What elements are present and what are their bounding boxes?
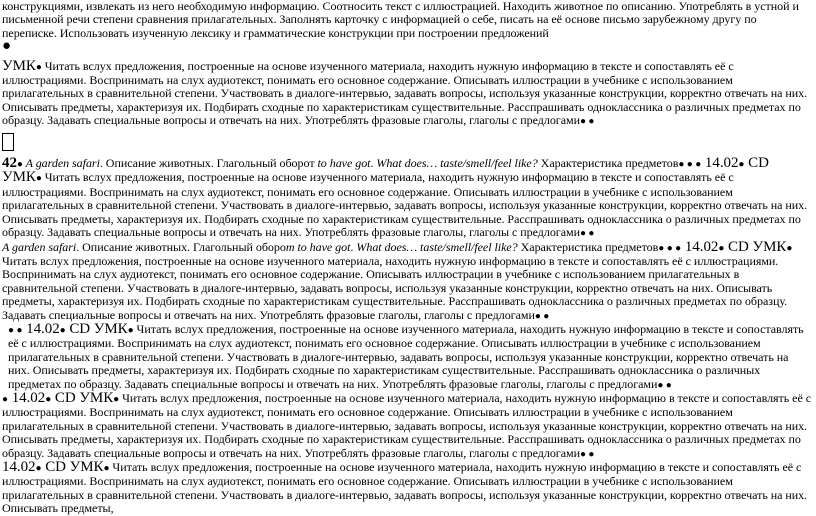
umk-paragraph (2, 57, 812, 129)
intro-paragraph (2, 0, 812, 54)
bullet-icon: ● (103, 463, 110, 474)
bullet-icon: ● (127, 324, 134, 336)
intro-text: конструкциями, извлекать из него необходимую информацию. Соотносить текст с иллюстрацией. Находить животное по описанию. Употреблять в устной и письменной речи степени сравнения прилагательных. Заполнять карточку с информацией о себе, писать на её основе письмо зарубежному другу по переписке. Использовать изученную лексику и грамматические конструкции при построении предложений (2, 0, 799, 40)
lesson-date: 14.02 (681, 238, 719, 255)
bullet-icon: ● (59, 324, 66, 336)
bullet-icon: ● (718, 242, 725, 254)
bullet-icon: ● ● (8, 324, 23, 336)
block-4-paragraph (2, 389, 812, 461)
bullet-icon: ● ● (579, 116, 595, 128)
separator: . (370, 156, 377, 171)
umk-text: Читать вслух предложения, построенные на основе изученного материала, находить нужную информацию в тексте и сопоставлять её с иллюстрациями. Воспринимать на слух аудиотекст, понимать его основное содержание. Описывать иллюстрации в учебнике с использованием прилагательных в сравнительной степени. Участвовать в диалоге-интервью, задавать вопросы, используя указанные конструкции, корректно отвечать на них. Описывать предметы, характеризуя их. Подбирать сходные по характеристикам существительные. Расспрашивать одноклассника о различных предметах по образцу. Задавать специальные вопросы и отвечать на них. Употреблять фразовые глаголы, глаголы с предлогами (2, 58, 808, 128)
bullet-icon: ● (738, 159, 745, 171)
lesson-date: 14.02 (2, 459, 36, 475)
bullet-icon: ● ● ● (678, 159, 702, 171)
lesson-text: Читать вслух предложения, построенные на основе изученного материала, находить нужную информацию в тексте и сопоставлять её с иллюстрациями. Воспринимать на слух аудиотекст, понимать его основное содержание. Описывать иллюстрации в учебнике с использованием прилагательных в сравнительной степени. Участвовать в диалоге-интервью, задавать вопросы, используя указанные конструкции, корректно отвечать на них. Описывать предметы, (2, 460, 808, 516)
lesson-description: . Описание животных. Глагольный оборот (99, 156, 318, 171)
lesson-number: 42 (2, 155, 17, 172)
bullet-icon: ● (35, 173, 42, 185)
lesson-text: Читать вслух предложения, построенные на основе изученного материала, находить нужную информацию в тексте и сопоставлять её с иллюстрациями. Воспринимать на слух аудиотекст, понимать его основное содержание. Описывать иллюстрации в учебнике с использованием прилагательных в сравнительной степени. Участвовать в диалоге-интервью, задавать вопросы, используя указанные конструкции, корректно отвечать на них. Описывать предметы, характеризуя их. Подбирать сходные по характеристикам существительные. Расспрашивать одноклассника о различных предметах по образцу. Задавать специальные вопросы и отвечать на них. Употреблять фразовые глаголы, глаголы с предлогами (8, 321, 804, 391)
lesson-text: Читать вслух предложения, построенные на основе изученного материала, находить нужную информацию в тексте и сопоставлять её с иллюстрациями. Воспринимать на слух аудиотекст, понимать его основное содержание. Описывать иллюстрации в учебнике с использованием прилагательных в сравнительной степени. Участвовать в диалоге-интервью, задавать вопросы, используя указанные конструкции, корректно отвечать на них. Описывать предметы, характеризуя их. Подбирать сходные по характеристикам существительные. Расспрашивать одноклассника о различных предметах по образцу. Задавать специальные вопросы и отвечать на них. Употреблять фразовые глаголы, глаголы с предлогами (2, 390, 811, 460)
checkbox-icon[interactable] (2, 133, 14, 151)
grammar-phrase: т to have got (285, 239, 351, 254)
bullet-icon: ● (45, 393, 52, 405)
separator: . (350, 239, 357, 254)
lesson-description-2: Характеристика предметов (537, 156, 679, 171)
lesson-date: 14.02 (22, 320, 60, 337)
lesson-text: Читать вслух предложения, построенные на основе изученного материала, находить нужную информацию в тексте и сопоставлять её с иллюстрациями. Воспринимать на слух аудиотекст, понимать его основное содержание. Описывать иллюстрации в учебнике с использованием прилагательных в сравнительной степени. Участвовать в диалоге-интервью, задавать вопросы, используя указанные конструкции, корректно отвечать на них. Описывать предметы, характеризуя их. Подбирать сходные по характеристикам существительные. Расспрашивать одноклассника о различных предметах по образцу. Задавать специальные вопросы и отвечать на них. Употреблять фразовые глаголы, глаголы с предлогами (2, 253, 788, 322)
lesson-title-en: A garden safari (22, 156, 100, 171)
block-5-paragraph (2, 461, 812, 516)
lesson-description: . Описание животных. Глагольный оборо (76, 239, 286, 254)
bullet-icon: ● ● (657, 379, 672, 391)
bullet-icon: ● ● ● (658, 242, 682, 254)
bullet-icon: ● (35, 61, 42, 73)
cd-umk-label: CD УМК (724, 238, 787, 255)
bullet-icon: ● (2, 38, 12, 55)
bullet-icon: ● ● (579, 448, 595, 460)
bullet-icon: ● (16, 159, 23, 171)
block-3-paragraph (2, 320, 812, 392)
lesson-42-paragraph (2, 157, 812, 240)
bullet-icon: ● (113, 393, 120, 405)
lesson-text: Читать вслух предложения, построенные на основе изученного материала, находить нужную информацию в тексте и сопоставлять её с иллюстрациями. Воспринимать на слух аудиотекст, понимать его основное содержание. Описывать иллюстрации в учебнике с использованием прилагательных в сравнительной степени. Участвовать в диалоге-интервью, задавать вопросы, используя указанные конструкции, корректно отвечать на них. Описывать предметы, характеризуя их. Подбирать сходные по характеристикам существительные. Расспрашивать одноклассника о различных предметах по образцу. Задавать специальные вопросы и отвечать на них. Употреблять фразовые глаголы, глаголы с предлогами (2, 170, 808, 240)
lesson-title-en: A garden safari (2, 239, 77, 254)
cd-umk-label: CD УМК (41, 459, 104, 475)
cd-umk-label: CD УМК (51, 389, 114, 406)
checkbox-row (2, 133, 812, 154)
bullet-icon: ● ● (579, 228, 595, 240)
safari-paragraph (2, 238, 812, 323)
question-phrase: What does… taste/smell/feel like? (356, 239, 518, 254)
lesson-description-2: Характеристика предметов (517, 239, 659, 254)
lesson-date: 14.02 (8, 389, 46, 406)
cd-umk-label: CD УМК (65, 320, 128, 337)
cd-umk-label: CD УМК (2, 155, 769, 186)
umk-label: УМК (2, 57, 36, 74)
grammar-phrase: to have got (317, 156, 371, 171)
bullet-icon: ● ● (534, 310, 550, 322)
bullet-icon: ● (786, 242, 793, 254)
question-phrase: What does… taste/smell/feel like? (376, 156, 538, 171)
bullet-icon: ● (2, 393, 8, 405)
lesson-date: 14.02 (701, 155, 739, 172)
bullet-icon: ● (35, 463, 42, 474)
